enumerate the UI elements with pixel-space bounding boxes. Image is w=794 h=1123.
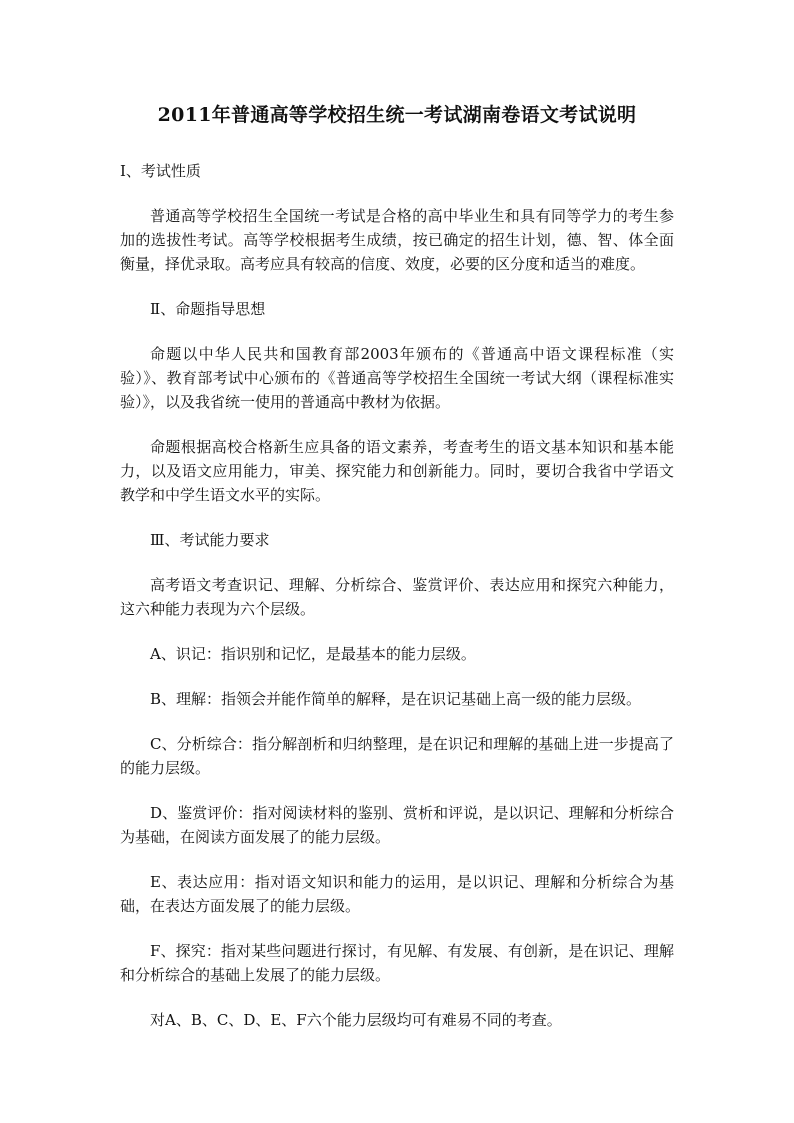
section-2-heading: Ⅱ、命题指导思想 [150,300,266,318]
section-3-heading: Ⅲ、考试能力要求 [150,531,270,549]
section-1-paragraph: 普通高等学校招生全国统一考试是合格的高中毕业生和具有同等学力的考生参加的选拔性考试。高等学校根据考生成绩，按已确定的招生计划，德、智、体全面衡量，择优录取。高考应具有较高的信度、效度，必要的区分度和适当的难度。 [120,207,674,273]
level-f: F、探究：指对某些问题进行探讨，有见解、有发展、有创新，是在识记、理解和分析综合的基础上发展了的能力层级。 [120,942,674,984]
level-b: B、理解：指领会并能作简单的解释，是在识记基础上高一级的能力层级。 [150,690,642,708]
closing-paragraph: 对A、B、C、D、E、F六个能力层级均可有难易不同的考查。 [150,1011,562,1029]
level-a: A、识记：指识别和记忆，是最基本的能力层级。 [150,645,476,663]
section-2-paragraph-1: 命题以中华人民共和国教育部2003年颁布的《普通高中语文课程标准（实验）》、教育部考试中心颁布的《普通高等学校招生全国统一考试大纲（课程标准实验）》，以及我省统一使用的普通高中教材为依据。 [120,345,674,411]
document-title: 2011年普通高等学校招生统一考试湖南卷语文考试说明 [157,104,637,126]
level-e: E、表达应用：指对语文知识和能力的运用，是以识记、理解和分析综合为基础，在表达方面发展了的能力层级。 [120,873,674,915]
section-2-paragraph-2: 命题根据高校合格新生应具备的语文素养，考查考生的语文基本知识和基本能力，以及语文应用能力，审美、探究能力和创新能力。同时，要切合我省中学语文教学和中学生语文水平的实际。 [120,438,674,504]
section-1-heading: Ⅰ、考试性质 [120,162,201,180]
level-c: C、分析综合：指分解剖析和归纳整理，是在识记和理解的基础上进一步提高了的能力层级。 [120,735,674,777]
level-d: D、鉴赏评价：指对阅读材料的鉴别、赏析和评说，是以识记、理解和分析综合为基础，在阅读方面发展了的能力层级。 [120,804,674,846]
section-3-intro: 高考语文考查识记、理解、分析综合、鉴赏评价、表达应用和探究六种能力，这六种能力表现为六个层级。 [120,576,674,618]
